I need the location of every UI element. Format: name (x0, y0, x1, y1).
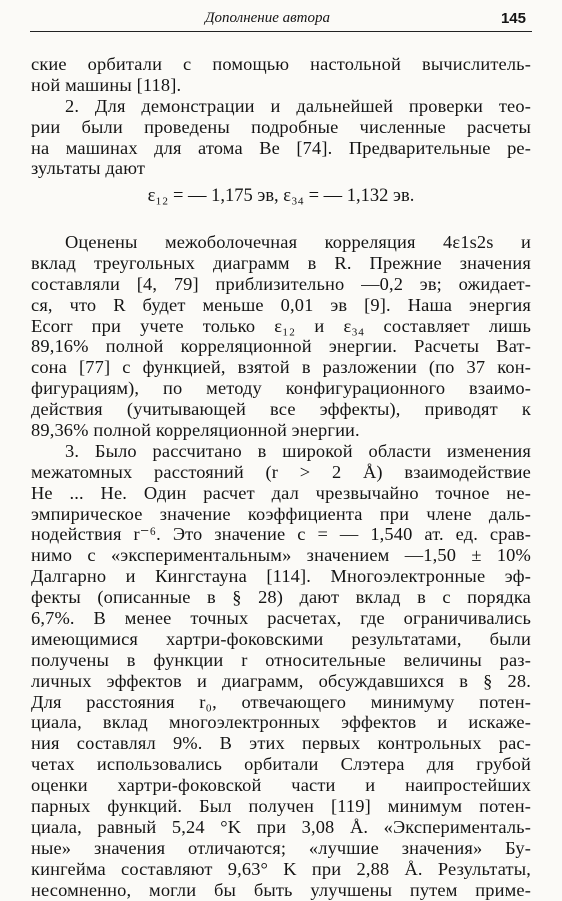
text-line: нодействия r⁻⁶. Это значение c = — 1,540 ат. ед. срав- (31, 524, 531, 545)
text-line: 89,36% полной корреляционной энергии. (31, 420, 360, 441)
text-line: He ... He. Один расчет дал чрезвычайно точное не- (31, 482, 531, 503)
text-line: циала, равный 5,24 °K при 3,08 Å. «Эксперименталь- (31, 816, 531, 837)
text-line: несомненно, могли бы быть улучшены путем приме- (31, 879, 531, 900)
paragraph-1 (31, 54, 531, 179)
text-line: сона [77] с функцией, взятой в разложении (по 37 кон- (31, 357, 531, 378)
page-number: 145 (500, 10, 526, 27)
text-line: четах использовались орбитали Слэтера для грубой (31, 754, 531, 775)
text-line: фигурациям), по методу конфигурационного взаимо- (31, 378, 531, 399)
text-line: 6,7%. В менее точных расчетах, где ограничивались (31, 608, 531, 629)
text-line: 89,16% полной корреляционной энергии. Расчеты Ват- (31, 336, 531, 357)
text-line: на машинах для атома Be [74]. Предварительные ре- (31, 137, 531, 158)
text-line: циала, вклад многоэлектронных эффектов и искаже- (31, 712, 531, 733)
text-line: рии были проведены подробные численные расчеты (31, 116, 531, 137)
text-line: Далгарно и Кингстауна [114]. Многоэлектронные эф- (31, 566, 531, 587)
header-rule (30, 31, 532, 32)
header-title: Дополнение автора (205, 10, 331, 26)
text-line: кингейма составляют 9,63° K при 2,88 Å. Результаты, (31, 858, 531, 879)
text-line: действия (учитывающей все эффекты), приводят к (31, 399, 531, 420)
text-line: Для расстояния r₀, отвечающего минимуму потен- (31, 691, 531, 712)
formula: ε₁₂ = — 1,175 эв, ε₃₄ = — 1,132 эв. (147, 186, 415, 206)
text-line: парных функций. Был получен [119] минимум потен- (31, 796, 531, 817)
text-line: получены в функции r относительные величины раз- (31, 649, 531, 670)
text-line: эмпирическое значение коэффициента при члене даль- (31, 503, 531, 524)
text-line: ной машины [118]. (31, 74, 182, 95)
text-line: ся, что R будет меньше 0,01 эв [9]. Наша энергия (31, 294, 531, 315)
text-line: ные» значения отличаются; «лучшие значения» Бу- (31, 837, 531, 858)
text-line: 2. Для демонстрации и дальнейшей проверки тео- (65, 95, 531, 116)
text-line: Ecorr при учете только ε₁₂ и ε₃₄ составляет лишь (31, 315, 531, 336)
paragraph-2 (31, 232, 531, 901)
text-line: ния составлял 9%. В этих первых контрольных рас- (31, 733, 531, 754)
text-line: ские орбитали с помощью настольной вычислитель- (31, 54, 531, 74)
text-line: зультаты дают (31, 158, 146, 179)
text-line: имеющимися хартри-фоковскими результатами, были (31, 628, 531, 649)
text-line: Оценены межоболочечная корреляция 4ε1s2s и (65, 232, 531, 252)
text-line: составляли [4, 79] приблизительно —0,2 эв; ожидает- (31, 273, 531, 294)
running-header (30, 10, 532, 30)
text-line: фекты (описанные в § 28) дают вклад в c порядка (31, 587, 531, 608)
text-line: оценки хартри-фоковской части и наипростейших (31, 775, 531, 796)
text-line: нимо с «экспериментальным» значением —1,50 ± 10% (31, 545, 531, 566)
text-line: межатомных расстояний (r > 2 Å) взаимодействие (31, 461, 531, 482)
text-line: 3. Было рассчитано в широкой области изменения (65, 440, 531, 461)
text-line: личных эффектов и диаграмм, обсуждавшихся в § 28. (31, 670, 531, 691)
text-line: вклад треугольных диаграмм в R. Прежние значения (31, 252, 531, 273)
